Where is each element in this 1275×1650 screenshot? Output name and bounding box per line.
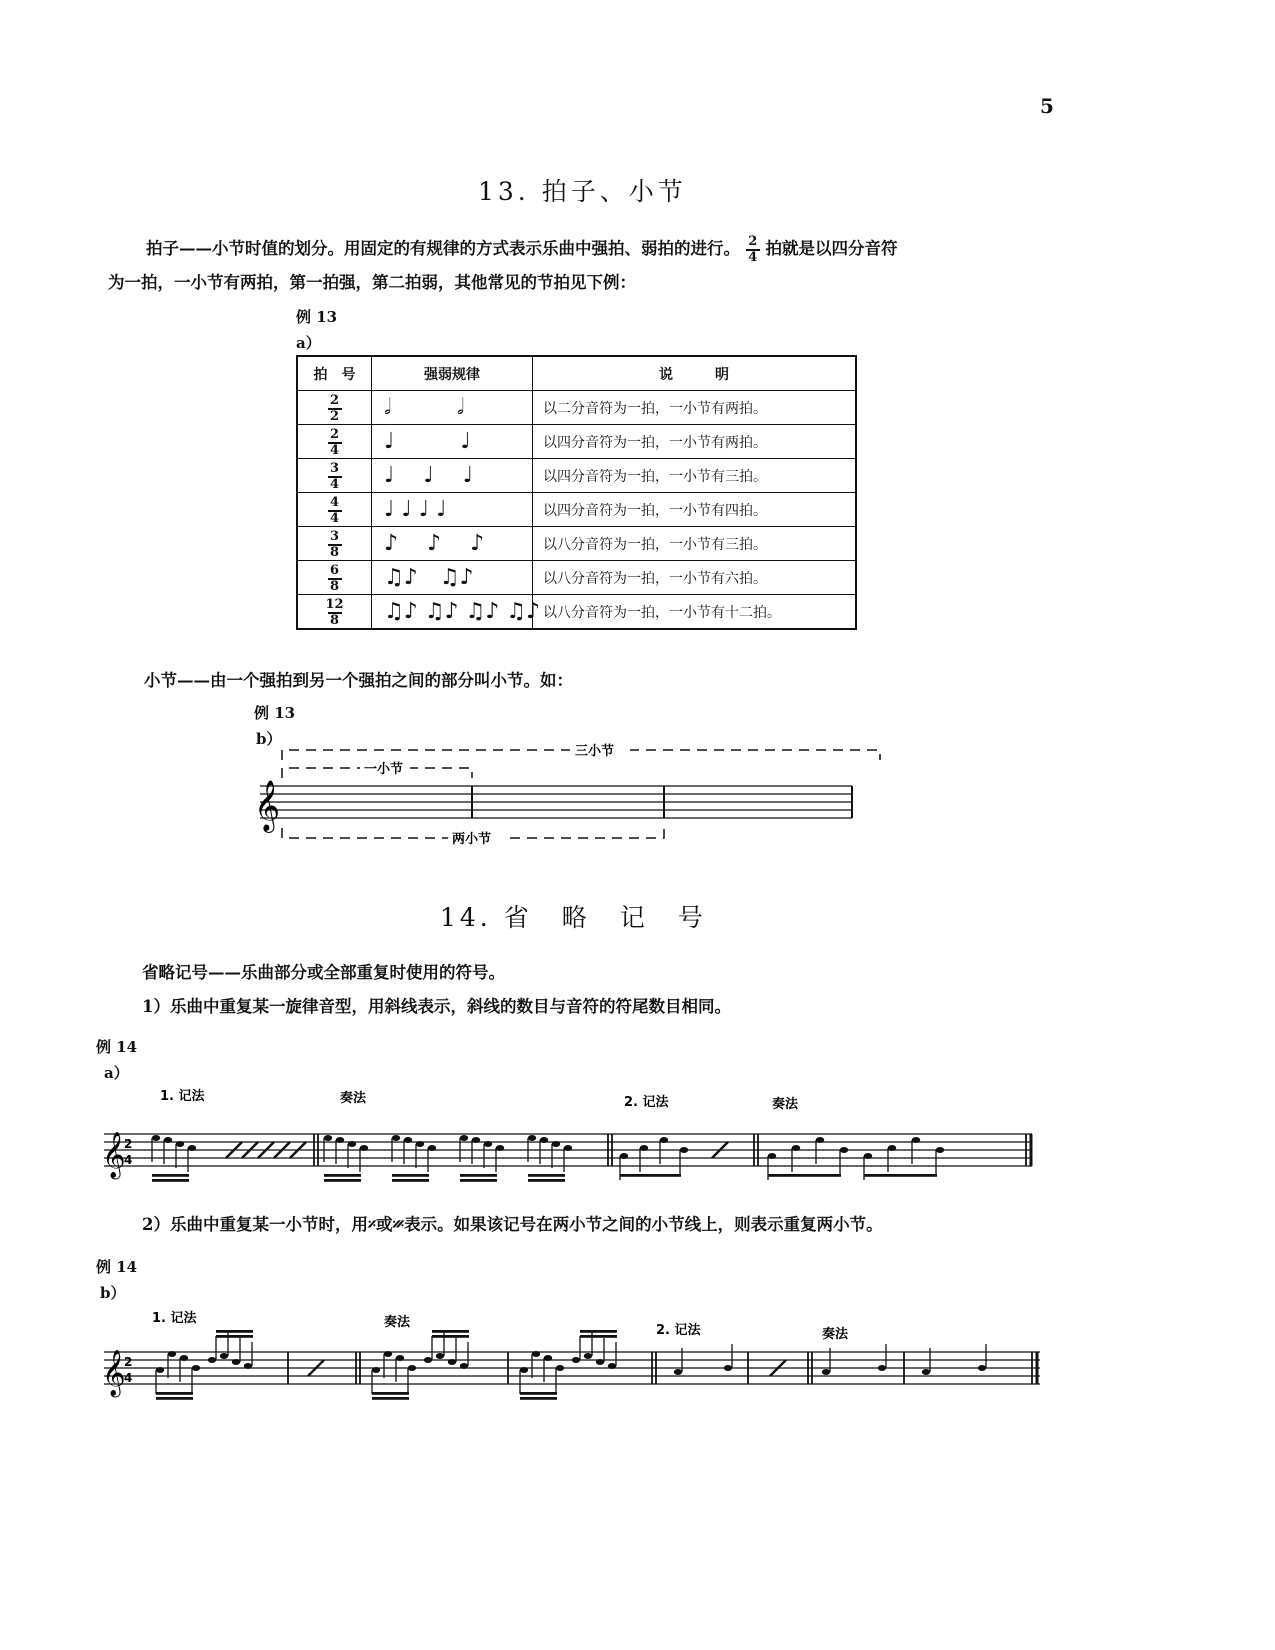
meter-den: 8: [329, 613, 340, 628]
label-two-measures: 两小节: [452, 832, 492, 847]
note-head: [208, 1357, 216, 1363]
meter-cell: [297, 425, 372, 459]
note-head: [152, 1135, 160, 1141]
note-head: [822, 1369, 830, 1375]
note-head: [564, 1145, 572, 1151]
note-head: [348, 1141, 356, 1147]
measure-staff-diagram: [240, 740, 890, 850]
note-head: [408, 1365, 416, 1371]
note-head: [404, 1137, 412, 1143]
header-meter: 拍 号: [297, 356, 372, 391]
note-head: [392, 1135, 400, 1141]
beam: [580, 1335, 617, 1338]
desc-cell: 以八分音符为一拍，一小节有六拍。: [533, 561, 857, 595]
accent-pattern: ♪ ♪ ♪: [384, 531, 485, 556]
meter-cell: [297, 527, 372, 561]
frac-den: 4: [748, 249, 758, 265]
note-head: [520, 1367, 528, 1373]
meter-num: 2: [329, 427, 340, 442]
meter-den: 8: [329, 579, 340, 594]
page-number: 5: [1040, 94, 1054, 118]
beam: [372, 1392, 409, 1395]
meter-num: 4: [329, 495, 340, 510]
beam: [392, 1174, 429, 1177]
beam: [216, 1330, 253, 1333]
section-14-title: 14. 省 略 记 号: [440, 903, 707, 932]
beam: [528, 1179, 565, 1182]
note-head: [584, 1353, 592, 1359]
meter-num: 3: [329, 529, 340, 544]
accent-pattern: ♩ ♩ ♩: [384, 463, 474, 488]
meter-num: 2: [329, 393, 340, 408]
beam: [768, 1174, 841, 1177]
accent-pattern: 𝅗𝅥 𝅗𝅥: [384, 395, 464, 420]
label-three-measures: 三小节: [575, 744, 615, 759]
meter-den: 2: [329, 409, 340, 424]
beam: [528, 1174, 565, 1177]
meter-table: [296, 355, 857, 630]
beam: [520, 1397, 557, 1400]
beam: [372, 1397, 409, 1400]
note-head: [232, 1359, 240, 1365]
note-head: [674, 1369, 682, 1375]
beam: [432, 1330, 469, 1333]
ex-b-label-3: 2. 记法: [656, 1323, 701, 1338]
meter-den: 8: [329, 545, 340, 560]
accent-pattern: ♫♪ ♫♪ ♫♪ ♫♪: [384, 599, 541, 624]
note-head: [460, 1363, 468, 1369]
meter-cell: [297, 595, 372, 630]
beam: [520, 1392, 557, 1395]
meter-cell: [297, 459, 372, 493]
note-head: [436, 1353, 444, 1359]
beam: [324, 1174, 361, 1177]
section-13-paragraph-line2: 为一拍，一小节有两拍，第一拍强，第二拍弱，其他常见的节拍见下例：: [108, 273, 636, 292]
treble-clef-icon: 𝄞: [254, 780, 281, 831]
note-head: [724, 1365, 732, 1371]
note-head: [792, 1145, 800, 1151]
note-head: [544, 1355, 552, 1361]
example-14b-sub: b）: [100, 1284, 126, 1302]
table-row: [297, 425, 856, 459]
repeat-two-bar-icon: 𝄏: [392, 1215, 405, 1234]
meter-cell: [297, 493, 372, 527]
note-head: [428, 1145, 436, 1151]
ex-b-label-2: 奏法: [384, 1315, 411, 1330]
note-head: [180, 1355, 188, 1361]
note-head: [396, 1355, 404, 1361]
note-head: [192, 1365, 200, 1371]
treble-clef-icon: 𝄞: [102, 1132, 126, 1178]
note-head: [556, 1365, 564, 1371]
note-head: [176, 1141, 184, 1147]
ex-a-label-1: 1. 记法: [160, 1089, 205, 1104]
desc-cell: 以四分音符为一拍，一小节有四拍。: [533, 493, 857, 527]
note-head: [424, 1357, 432, 1363]
beam: [620, 1174, 681, 1177]
table-row: [297, 527, 856, 561]
example-14a-staff: [96, 1082, 1056, 1197]
note-head: [816, 1137, 824, 1143]
note-head: [472, 1137, 480, 1143]
pattern-cell: [372, 527, 533, 561]
time-sig-den: 4: [124, 1371, 133, 1385]
note-head: [528, 1135, 536, 1141]
note-head: [324, 1135, 332, 1141]
time-signature: [328, 497, 342, 525]
note-head: [768, 1153, 776, 1159]
note-head: [496, 1145, 504, 1151]
note-head: [936, 1147, 944, 1153]
meter-num: 6: [329, 563, 340, 578]
pattern-cell: [372, 391, 533, 425]
example-14a-sub: a）: [104, 1064, 129, 1082]
repeat-one-bar-icon: 𝄎: [367, 1215, 376, 1234]
example-14b-staff: [96, 1300, 1056, 1415]
meter-den: 4: [329, 477, 340, 492]
note-head: [596, 1359, 604, 1365]
note-head: [168, 1351, 176, 1357]
note-head: [864, 1153, 872, 1159]
note-head: [660, 1137, 668, 1143]
note-head: [156, 1367, 164, 1373]
beam: [152, 1174, 189, 1177]
beam: [152, 1179, 189, 1182]
section-14-paragraph: 省略记号——乐曲部分或全部重复时使用的符号。: [142, 963, 505, 982]
table-row: [297, 595, 856, 630]
ex-a-label-3: 2. 记法: [624, 1095, 669, 1110]
note-head: [484, 1141, 492, 1147]
ex-a-label-4: 奏法: [772, 1097, 799, 1112]
note-head: [188, 1145, 196, 1151]
note-head: [608, 1363, 616, 1369]
desc-cell: 以二分音符为一拍，一小节有两拍。: [533, 391, 857, 425]
desc-cell: 以八分音符为一拍，一小节有三拍。: [533, 527, 857, 561]
header-pattern: 强弱规律: [372, 356, 533, 391]
note-head: [912, 1137, 920, 1143]
desc-cell: 以四分音符为一拍，一小节有三拍。: [533, 459, 857, 493]
note-head: [384, 1351, 392, 1357]
note-head: [416, 1141, 424, 1147]
meter-den: 4: [329, 443, 340, 458]
time-signature: [328, 395, 342, 423]
note-head: [448, 1359, 456, 1365]
time-signature: [325, 599, 343, 627]
note-head: [552, 1141, 560, 1147]
beam: [580, 1330, 617, 1333]
table-row: [297, 459, 856, 493]
para-text-b: 拍就是以四分音符: [765, 239, 898, 258]
accent-pattern: ♫♪ ♫♪: [384, 565, 474, 590]
pattern-cell: [372, 595, 541, 630]
section-14-item2: [142, 1208, 883, 1242]
example-13-label: 例 13: [296, 308, 338, 326]
note-head: [360, 1145, 368, 1151]
ex-b-label-1: 1. 记法: [152, 1311, 197, 1326]
beam: [864, 1174, 937, 1177]
item2-text-b: 表示。如果该记号在两小节之间的小节线上，则表示重复两小节。: [404, 1215, 883, 1234]
time-signature: [328, 429, 342, 457]
item2-text-mid: 或: [375, 1215, 393, 1234]
ex-b-label-4: 奏法: [822, 1327, 849, 1342]
para-text-a: 拍子——小节时值的划分。用固定的有规律的方式表示乐曲中强拍、弱拍的进行。: [146, 239, 740, 258]
pattern-cell: [372, 425, 533, 459]
meter-cell: [297, 561, 372, 595]
beam: [156, 1397, 193, 1400]
note-head: [840, 1147, 848, 1153]
note-head: [680, 1147, 688, 1153]
table-row: [297, 391, 856, 425]
header-desc: 说 明: [533, 356, 857, 391]
note-head: [572, 1357, 580, 1363]
example-13b-label: 例 13: [254, 704, 296, 722]
note-head: [878, 1365, 886, 1371]
label-one-measure: 一小节: [364, 762, 404, 777]
beam: [460, 1174, 497, 1177]
section-13-title: 13. 拍子、小节: [478, 177, 687, 206]
note-head: [336, 1137, 344, 1143]
treble-clef-icon: 𝄞: [102, 1350, 126, 1396]
note-head: [372, 1367, 380, 1373]
ex-a-label-2: 奏法: [340, 1091, 367, 1106]
note-head: [922, 1369, 930, 1375]
note-head: [888, 1145, 896, 1151]
table-header-row: [297, 356, 856, 391]
time-sig-num: 2: [124, 1355, 133, 1369]
time-signature: [328, 565, 342, 593]
pattern-cell: [372, 561, 533, 595]
section-13-paragraph2: 小节——由一个强拍到另一个强拍之间的部分叫小节。如：: [144, 671, 573, 690]
beam: [216, 1335, 253, 1338]
inline-time-signature: [746, 233, 760, 265]
example-13b-sub: b）: [256, 730, 282, 748]
example-14b-label: 例 14: [96, 1258, 138, 1276]
staff-lines: [260, 786, 852, 818]
note-head: [640, 1145, 648, 1151]
meter-cell: [297, 391, 372, 425]
time-sig-num: 2: [124, 1137, 133, 1151]
beam: [432, 1335, 469, 1338]
pattern-cell: [372, 493, 533, 527]
note-head: [244, 1363, 252, 1369]
section-13-paragraph-line1: [146, 232, 898, 266]
time-sig-den: 4: [124, 1153, 133, 1167]
beam: [460, 1179, 497, 1182]
desc-cell: 以四分音符为一拍，一小节有两拍。: [533, 425, 857, 459]
example-14a-label: 例 14: [96, 1038, 138, 1056]
frac-num: 2: [748, 233, 758, 249]
table-row: [297, 493, 856, 527]
accent-pattern: ♩ ♩ ♩ ♩: [384, 497, 447, 522]
item2-text-a: 2）乐曲中重复某一小节时，用: [142, 1215, 368, 1234]
note-head: [460, 1135, 468, 1141]
note-head: [620, 1153, 628, 1159]
time-signature: [328, 531, 342, 559]
ex-b-notation: [156, 1330, 986, 1400]
beam: [392, 1179, 429, 1182]
accent-pattern: ♩ ♩: [384, 429, 471, 454]
meter-num: 12: [325, 597, 344, 612]
note-head: [164, 1137, 172, 1143]
pattern-cell: [372, 459, 533, 493]
desc-cell: 以八分音符为一拍，一小节有十二拍。: [533, 595, 857, 630]
note-head: [220, 1353, 228, 1359]
note-head: [532, 1351, 540, 1357]
meter-den: 4: [329, 511, 340, 526]
meter-num: 3: [329, 461, 340, 476]
beam: [324, 1179, 361, 1182]
note-head: [978, 1365, 986, 1371]
example-13-sub-a: a）: [296, 334, 321, 352]
beam: [156, 1392, 193, 1395]
time-signature: [328, 463, 342, 491]
section-14-item1: 1）乐曲中重复某一旋律音型，用斜线表示，斜线的数目与音符的符尾数目相同。: [142, 997, 731, 1016]
table-row: [297, 561, 856, 595]
note-head: [540, 1137, 548, 1143]
